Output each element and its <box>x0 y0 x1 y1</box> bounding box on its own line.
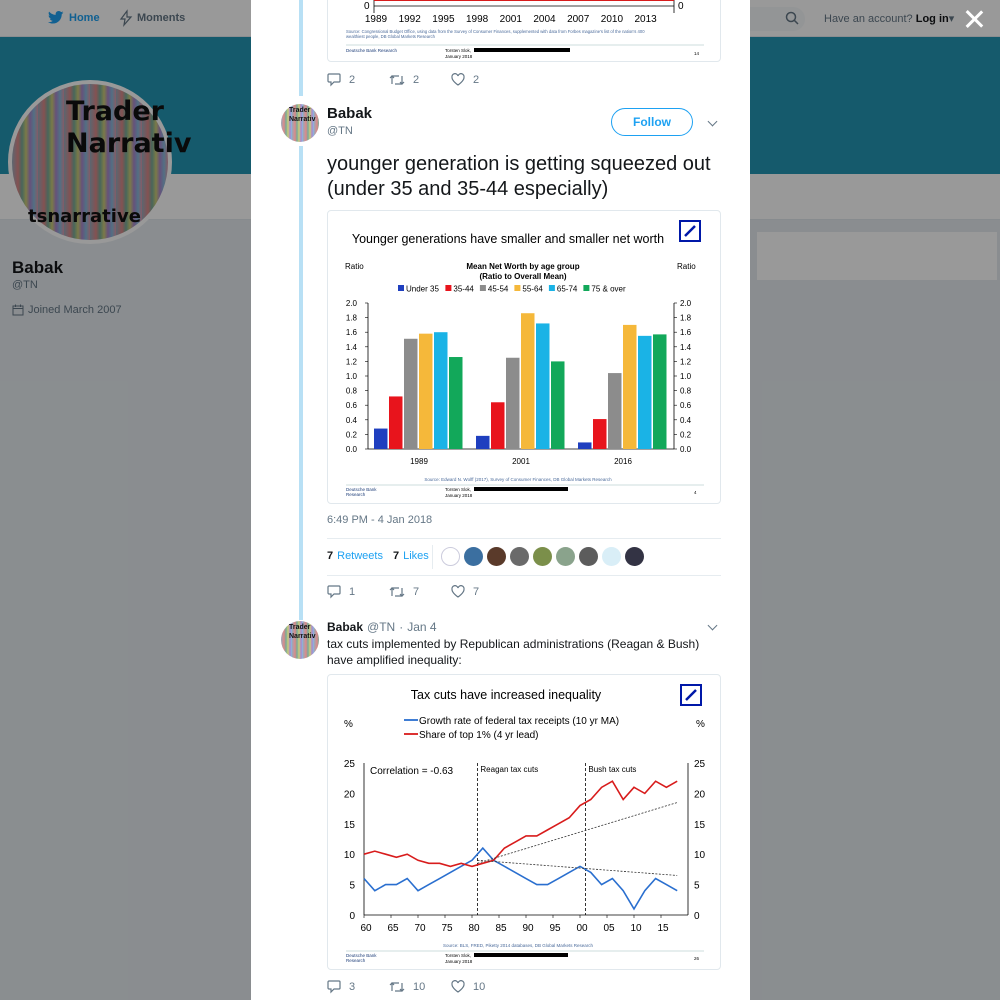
deutsche-bank-logo-slash <box>685 226 695 236</box>
tweet-author-handle[interactable]: @TN <box>327 125 353 137</box>
chart-source: Source: Edward N. Wolff (2017), Survey of Consumer Finances, DB Global Markets Research <box>424 477 612 482</box>
chart-title: Younger generations have smaller and smaller net worth <box>351 232 665 246</box>
legend-label: 45-54 <box>487 284 509 294</box>
legend-label: 35-44 <box>453 284 474 294</box>
bar <box>434 332 448 449</box>
redaction-bar <box>474 487 568 491</box>
retweets-stat-label[interactable]: Retweets <box>337 550 383 562</box>
avatar-logo-text: Narrativ <box>289 633 316 640</box>
y-tick-label: 25 <box>694 759 706 770</box>
y-tick-label: 1.6 <box>680 328 692 338</box>
y-tick-label: 0.0 <box>680 445 692 454</box>
y-tick-label: 1.0 <box>345 372 357 381</box>
legend-label: Under 35 <box>406 284 439 294</box>
retweet-icon <box>389 981 405 993</box>
divider <box>327 538 721 539</box>
tweet-header <box>327 620 437 634</box>
tweet-actions <box>327 980 513 993</box>
avatar-logo-text: tsnarrative <box>28 206 141 227</box>
reply-count: 2 <box>349 73 356 86</box>
footer-date: January 2018 <box>445 493 473 498</box>
footer-page: 4 <box>694 490 697 495</box>
follow-button[interactable]: Follow <box>611 108 693 136</box>
legend-swatch <box>514 285 520 291</box>
x-tick-label: 85 <box>495 923 507 934</box>
likes-stat-count[interactable]: 7 <box>392 550 400 562</box>
previous-tweet-chart-card[interactable] <box>327 0 721 62</box>
liker-avatar[interactable] <box>556 547 575 566</box>
chart-source: Source: BLS, FRED, Piketty 2014 databases, DB Global Markets Research <box>442 943 594 948</box>
footer-author: Torsten Slok, <box>445 48 472 53</box>
liker-avatar[interactable] <box>579 547 598 566</box>
liker-avatar[interactable] <box>625 547 644 566</box>
footer-date: January 2018 <box>445 54 473 59</box>
footer-left: Research <box>346 492 366 497</box>
reply-icon <box>327 585 341 598</box>
x-tick-label: 75 <box>441 923 453 934</box>
y-tick-label: 0.4 <box>345 415 357 425</box>
y-axis-label: Ratio <box>345 262 364 271</box>
joined-date: Joined March 2007 <box>28 304 122 316</box>
retweet-count: 2 <box>413 73 420 86</box>
heart-icon <box>451 981 465 993</box>
tweet-modal <box>251 0 750 1000</box>
avatar-logo-text: Trader <box>289 107 311 114</box>
y-tick-label: 0.2 <box>680 430 692 440</box>
retweet-count: 7 <box>413 585 420 598</box>
x-tick-label: 10 <box>630 923 642 934</box>
bar <box>551 361 565 449</box>
retweet-button[interactable] <box>389 585 451 598</box>
nav-home-label: Home <box>69 11 100 24</box>
tweet-image-tax-cuts[interactable] <box>327 674 721 970</box>
retweet-icon <box>389 586 405 598</box>
y-tick-label: 25 <box>343 759 355 770</box>
legend-label: 55-64 <box>522 284 543 294</box>
x-tick-label: 1992 <box>398 14 421 25</box>
trend-line <box>477 803 677 864</box>
chart-source <box>346 29 645 39</box>
series-line <box>364 781 677 866</box>
reply-button[interactable] <box>327 585 389 598</box>
divider <box>327 575 721 576</box>
y-tick-label: 20 <box>694 789 706 801</box>
tweet-actions <box>327 73 513 86</box>
tweet-timestamp[interactable]: 6:49 PM - 4 Jan 2018 <box>327 514 433 526</box>
bar <box>404 339 418 449</box>
footer-left: Research <box>346 958 366 963</box>
y-tick-label: 0 <box>349 911 355 922</box>
chart-annotation: Correlation = -0.63 <box>370 766 454 777</box>
chart-subtitle: Mean Net Worth by age group <box>466 262 580 271</box>
tweet-text: younger generation is getting squeezed out (under 35 and 35-44 especially) <box>327 153 711 200</box>
retweet-count: 10 <box>413 980 426 993</box>
tweet-text: tax cuts implemented by Republican administrations (Reagan & Bush) have amplified inequality: <box>327 637 700 667</box>
bar <box>653 334 667 449</box>
x-tick-label: 60 <box>360 923 372 934</box>
heart-icon <box>451 74 465 86</box>
y-tick-label: 1.4 <box>680 342 692 352</box>
y-tick-label: 2.0 <box>345 299 357 308</box>
reply-button[interactable] <box>327 73 389 86</box>
x-tick-label: 2013 <box>634 14 657 25</box>
like-button[interactable] <box>451 585 513 598</box>
bar <box>389 396 403 449</box>
footer-author: Torsten Slok, <box>445 953 472 958</box>
legend-label: 65-74 <box>556 284 578 294</box>
legend-label: 75 & over <box>591 284 626 294</box>
reply-icon <box>327 73 341 86</box>
y-tick-label: 1.6 <box>345 328 357 338</box>
tax-cuts-line-chart <box>328 675 722 971</box>
y-tick-label: 15 <box>343 819 355 831</box>
like-count: 10 <box>473 980 486 993</box>
heart-icon <box>451 586 465 598</box>
login-link[interactable]: Log in <box>915 13 949 25</box>
avatar-logo-text: Trader <box>289 624 311 631</box>
x-tick-label: 1989 <box>364 14 388 25</box>
chevron-down-icon[interactable] <box>708 621 718 631</box>
y-tick-label: 5 <box>349 880 355 892</box>
like-button[interactable] <box>451 980 513 993</box>
x-tick-label: 15 <box>657 923 669 934</box>
thread-connector <box>299 0 303 96</box>
bar <box>593 419 607 449</box>
y-tick-label: 0.0 <box>345 445 357 454</box>
legend-swatch <box>583 285 589 291</box>
y-tick-label: 0.6 <box>680 401 692 411</box>
chart-source-line: wealthiest people, DB Global Markets Research <box>346 34 435 39</box>
legend-label: Share of top 1% (4 yr lead) <box>419 730 539 741</box>
bar <box>449 357 463 449</box>
footer-page: 26 <box>694 956 700 961</box>
chart-title: Tax cuts have increased inequality <box>410 688 602 702</box>
y-tick-label: 0 <box>678 1 684 12</box>
tweet-author-name[interactable]: Babak <box>327 620 364 634</box>
footer-left: Deutsche Bank <box>346 487 377 492</box>
chart-subtitle: (Ratio to Overall Mean) <box>479 272 567 281</box>
liker-avatar[interactable] <box>602 547 621 566</box>
x-tick-label: 2004 <box>533 14 556 25</box>
y-tick-label: 0.2 <box>345 430 357 440</box>
redaction-bar <box>474 48 570 52</box>
y-axis-label: % <box>696 719 705 730</box>
legend-swatch <box>445 285 451 291</box>
retweet-button[interactable] <box>389 980 451 993</box>
liker-avatars <box>441 547 644 566</box>
redaction-bar <box>474 953 568 957</box>
chevron-down-icon[interactable] <box>708 117 718 127</box>
legend-swatch <box>549 285 555 291</box>
retweet-button[interactable] <box>389 73 451 86</box>
footer-author: Torsten Slok, <box>445 487 472 492</box>
chart-annotation: Bush tax cuts <box>588 765 637 774</box>
bar <box>476 436 490 449</box>
tweet-date[interactable]: Jan 4 <box>407 620 437 634</box>
x-tick-label: 80 <box>468 923 480 934</box>
profile-name[interactable]: Babak <box>12 258 64 277</box>
nav-moments-label: Moments <box>137 12 186 24</box>
tweet-actions <box>327 585 513 598</box>
net-worth-bar-chart <box>328 211 722 505</box>
y-tick-label: 0 <box>364 1 370 12</box>
deutsche-bank-logo-slash <box>686 690 696 700</box>
x-tick-label: 2016 <box>614 457 632 466</box>
tweet-author-avatar[interactable] <box>281 621 319 659</box>
like-count: 2 <box>473 73 480 86</box>
reply-count: 3 <box>349 980 356 993</box>
x-tick-labels <box>365 14 657 25</box>
y-axis-label: % <box>344 719 353 730</box>
y-tick-label: 1.2 <box>345 357 357 367</box>
x-tick-label: 65 <box>387 923 399 934</box>
bar <box>536 323 550 449</box>
tweet-image-net-worth[interactable] <box>327 210 721 504</box>
y-tick-label: 1.8 <box>345 313 357 323</box>
legend-swatch <box>480 285 486 291</box>
y-tick-label: 1.4 <box>345 342 357 352</box>
divider <box>432 545 433 569</box>
y-tick-label: 1.0 <box>680 372 692 381</box>
x-tick-label: 2010 <box>600 14 624 25</box>
bar <box>638 336 652 449</box>
x-tick-label: 2007 <box>567 14 590 25</box>
bar <box>578 442 592 449</box>
y-tick-label: 10 <box>343 850 355 862</box>
like-count: 7 <box>473 585 480 598</box>
like-button[interactable] <box>451 73 513 86</box>
bar <box>491 402 505 449</box>
x-tick-label: 90 <box>522 923 534 934</box>
x-tick-label: 00 <box>576 923 588 934</box>
reply-count: 1 <box>349 585 356 598</box>
bar <box>608 373 622 449</box>
chart-source-line: Source: Congressional Budget Office, using data from the Survey of Consumer Finances, supplemented with data from Forbes magazine's list of the nation's 400 <box>346 29 645 34</box>
y-tick-label: 5 <box>694 880 700 892</box>
y-tick-label: 20 <box>343 789 355 801</box>
tweet-author-avatar[interactable] <box>281 104 319 142</box>
footer-date: January 2018 <box>445 959 473 964</box>
chart-annotation: Reagan tax cuts <box>480 765 539 774</box>
liker-avatar[interactable] <box>487 547 506 566</box>
y-tick-label: 0 <box>694 911 700 922</box>
liker-avatar[interactable] <box>464 547 483 566</box>
have-account-text: Have an account? <box>824 13 913 25</box>
y-tick-label: 1.2 <box>680 357 692 367</box>
retweet-icon <box>389 74 405 86</box>
retweets-stat-count[interactable]: 7 <box>327 550 334 562</box>
thread-connector <box>299 146 303 620</box>
y-tick-label: 0.6 <box>345 401 357 411</box>
x-tick-label: 1995 <box>432 14 455 25</box>
x-tick-label: 1998 <box>465 14 489 25</box>
tweet-author-name[interactable]: Babak <box>327 105 373 122</box>
bar <box>623 325 637 449</box>
y-tick-label: 2.0 <box>680 299 692 308</box>
x-tick-label: 1989 <box>410 457 428 466</box>
series-line <box>374 0 674 1</box>
y-tick-label: 0.4 <box>680 415 692 425</box>
separator-dot: · <box>399 620 404 634</box>
bar <box>419 334 433 449</box>
x-tick-label: 95 <box>549 923 561 934</box>
y-tick-label: 1.8 <box>680 313 692 323</box>
bar <box>506 358 520 449</box>
x-tick-label: 70 <box>414 923 426 934</box>
footer-page: 14 <box>694 51 700 56</box>
bar <box>374 429 388 449</box>
reply-icon <box>327 980 341 993</box>
x-tick-label: 2001 <box>512 457 530 466</box>
y-tick-label: 10 <box>694 850 706 862</box>
y-tick-label: 0.8 <box>345 386 357 396</box>
previous-tweet-chart <box>328 0 722 63</box>
y-tick-label: 15 <box>694 819 706 831</box>
avatar-logo-text: Narrativ <box>66 128 192 159</box>
chevron-down-icon: ▾ <box>948 13 955 25</box>
footer-left: Deutsche Bank <box>346 953 377 958</box>
x-tick-label: 2001 <box>499 14 522 25</box>
footer-left: Deutsche Bank Research <box>346 48 398 53</box>
reply-button[interactable] <box>327 980 389 993</box>
x-tick-label: 05 <box>603 923 615 934</box>
liker-avatar[interactable] <box>441 547 460 566</box>
likes-stat-label[interactable]: Likes <box>403 550 429 562</box>
liker-avatar[interactable] <box>510 547 529 566</box>
y-tick-label: 0.8 <box>680 386 692 396</box>
avatar-logo-text: Narrativ <box>289 116 316 123</box>
avatar-logo-text: Trader <box>66 96 164 127</box>
legend-label: Growth rate of federal tax receipts (10 yr MA) <box>419 716 620 727</box>
bar <box>521 313 535 449</box>
profile-handle[interactable]: @TN <box>12 279 38 291</box>
y-axis-label: Ratio <box>677 262 696 271</box>
close-icon[interactable] <box>962 7 986 31</box>
tweet-author-handle[interactable]: @TN <box>367 620 396 634</box>
tweet-stats <box>327 550 429 562</box>
liker-avatar[interactable] <box>533 547 552 566</box>
legend-swatch <box>398 285 404 291</box>
